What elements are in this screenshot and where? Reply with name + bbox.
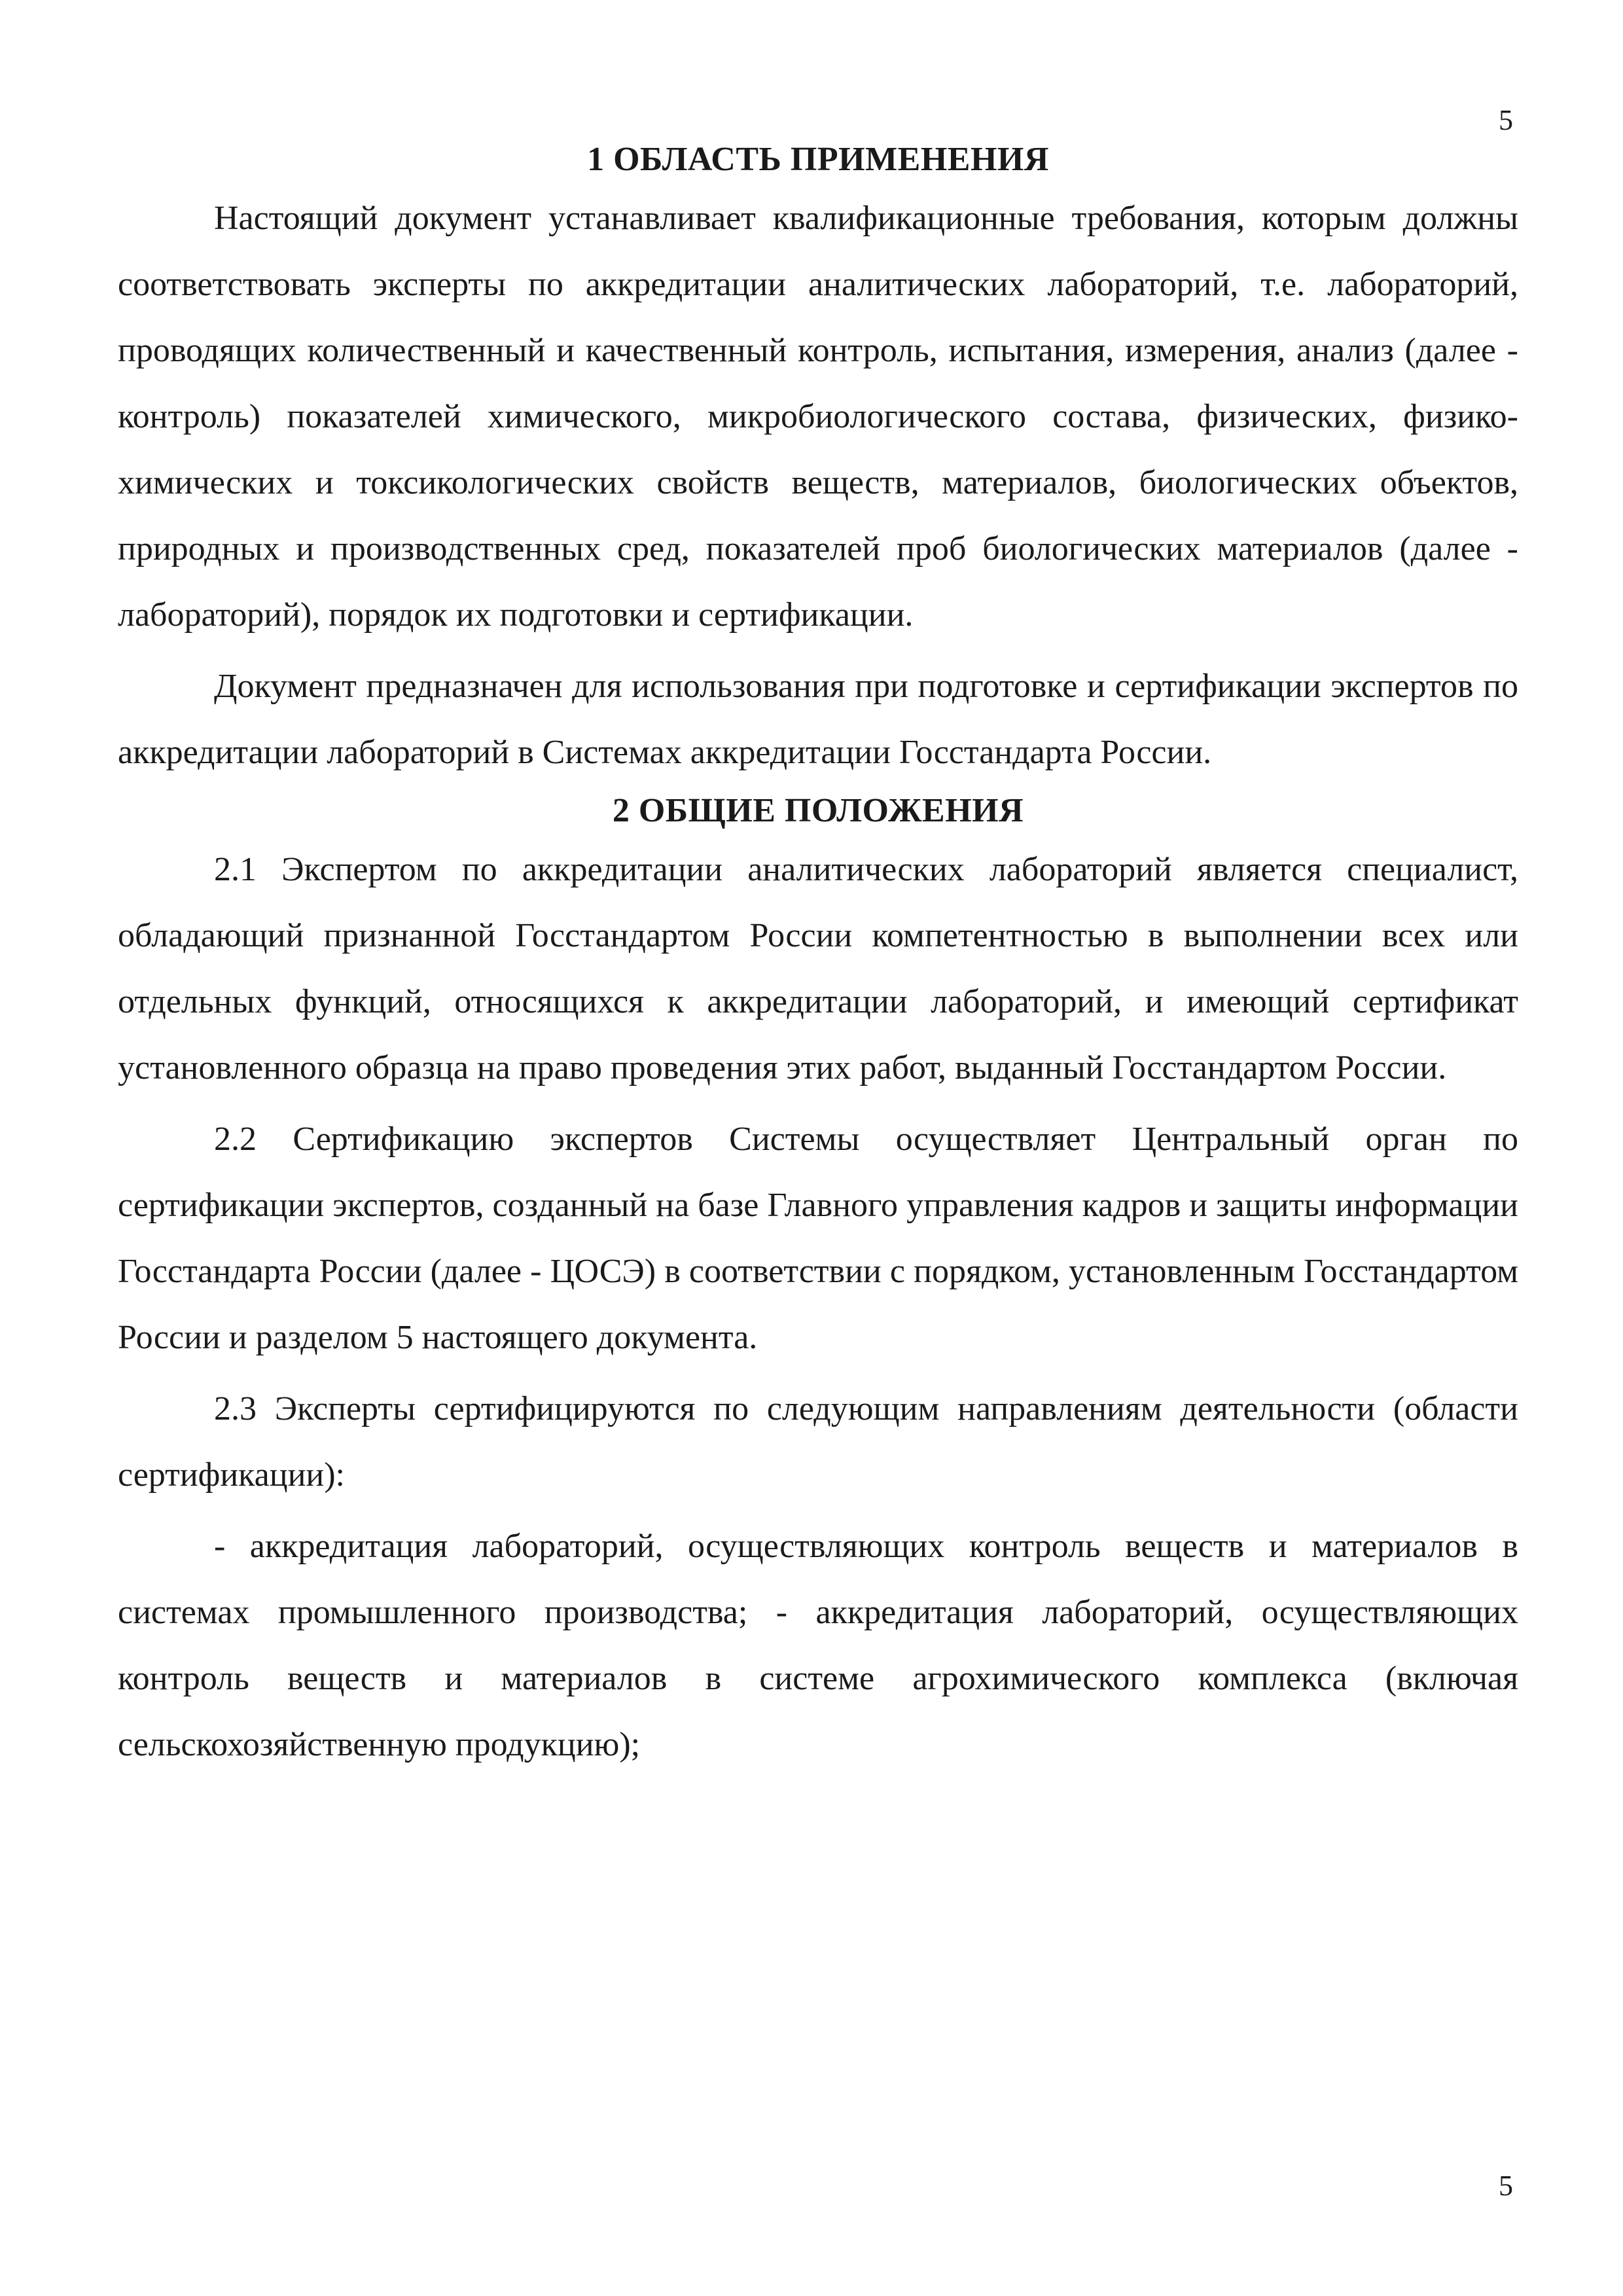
section-general-provisions bbox=[118, 785, 1518, 1778]
paragraph: Документ предназначен для использования при подготовке и сертификации экспертов по аккредитации лабораторий в Системах аккредитации Госстандарта России. bbox=[118, 668, 1518, 771]
paragraph: 2.2 Сертификацию экспертов Системы осуществляет Центральный орган по сертификации экспертов, созданный на базе Главного управления кадров и защиты информации Госстандарта России (далее - ЦОСЭ) в соответствии с порядком, установленным Госстандартом России и разделом 5 настоящего документа. bbox=[118, 1121, 1518, 1356]
paragraph: 2.3 Эксперты сертифицируются по следующим направлениям деятельности (области сертификации): bbox=[118, 1390, 1518, 1494]
paragraph: 2.1 Экспертом по аккредитации аналитических лабораторий является специалист, обладающий признанной Госстандартом России компетентностью в выполнении всех или отдельных функций, относящихся к аккредитации лабораторий, и имеющий сертификат установленного образца на право проведения этих работ, выданный Госстандартом России. bbox=[118, 851, 1518, 1086]
page-number-bottom: 5 bbox=[1499, 2170, 1513, 2202]
paragraph: - аккредитация лабораторий, осуществляющих контроль веществ и материалов в системах промышленного производства; - аккредитация лабораторий, осуществляющих контроль веществ и материалов в системе агрохимического комплекса (включая сельскохозяйственную продукцию); bbox=[118, 1528, 1518, 1763]
section-heading-scope: 1 ОБЛАСТЬ ПРИМЕНЕНИЯ bbox=[587, 141, 1049, 178]
paragraph: Настоящий документ устанавливает квалификационные требования, которым должны соответствовать эксперты по аккредитации аналитических лабораторий, т.е. лабораторий, проводящих количественный и качественный контроль, испытания, измерения, анализ (далее - контроль) показателей химического, микробиологического состава, физических, физико-химических и токсикологических свойств веществ, материалов, биологических объектов, природных и производственных сред, показателей проб биологических материалов (далее - лабораторий), порядок их подготовки и сертификации. bbox=[118, 200, 1518, 634]
section-scope bbox=[118, 134, 1518, 785]
section-heading-general: 2 ОБЩИЕ ПОЛОЖЕНИЯ bbox=[612, 792, 1024, 829]
page-number-top: 5 bbox=[1499, 104, 1513, 136]
document-body bbox=[118, 134, 1518, 1778]
